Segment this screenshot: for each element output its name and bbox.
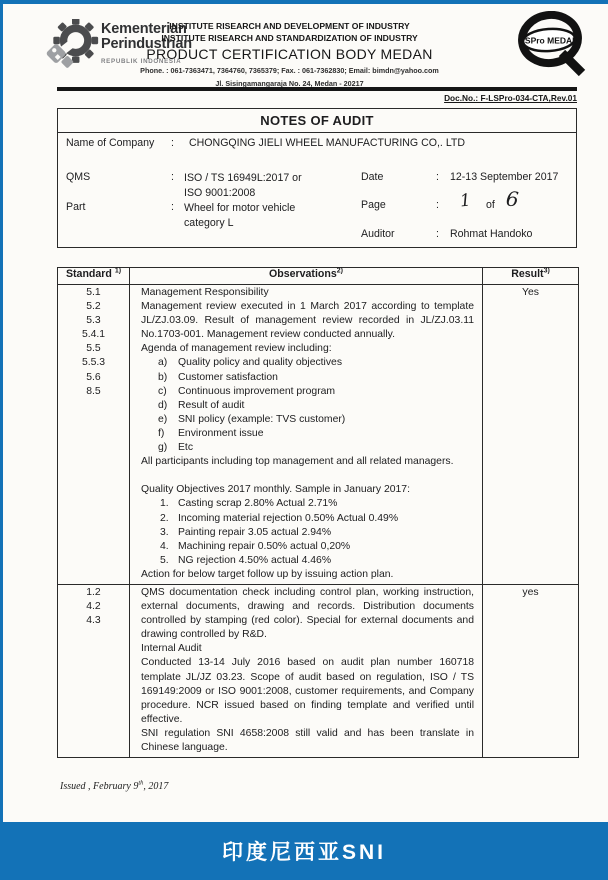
observation-list-item — [141, 427, 474, 441]
observations-cell — [130, 285, 483, 585]
list-marker: g) — [158, 442, 168, 454]
ministry-logo — [44, 19, 100, 75]
list-marker: c) — [158, 385, 167, 397]
table-row — [58, 285, 579, 585]
observations-cell — [130, 584, 483, 757]
colon: : — [436, 199, 439, 211]
standard-clause: 5.2 — [86, 301, 101, 313]
list-item-text: Customer satisfaction — [178, 371, 278, 383]
list-item-text: Quality policy and quality objectives — [178, 357, 343, 369]
institute-line1: INSTITUTE RISEARCH AND DEVELOPMENT OF INDUSTRY — [169, 21, 410, 31]
list-item-text: Painting repair 3.05 actual 2.94% — [178, 526, 332, 538]
list-item-text: SNI policy (example: TVS customer) — [178, 413, 346, 425]
list-marker: 2. — [160, 512, 169, 524]
standard-clause: 4.3 — [86, 615, 101, 627]
list-item-text: Environment issue — [178, 427, 264, 439]
observation-list-item — [141, 441, 474, 455]
colon: : — [171, 201, 174, 213]
list-marker: e) — [158, 413, 168, 425]
col-header-observations: Observations$^{2)}$ — [130, 268, 483, 285]
standard-cell — [58, 285, 130, 585]
result-cell: yes — [483, 584, 579, 757]
observation-list-item — [141, 399, 474, 413]
table-header-row — [58, 268, 579, 285]
standard-clause: 5.3 — [86, 315, 101, 327]
svg-text:LSPro MEDAN: LSPro MEDAN — [519, 35, 579, 46]
colon: : — [171, 171, 174, 183]
audit-form-box — [57, 108, 577, 248]
list-item-text: Incoming material rejection 0.50% Actual 0.49% — [178, 512, 399, 524]
page-title: NOTES OF AUDIT — [58, 109, 576, 133]
lspro-medan-logo — [512, 11, 596, 77]
result-cell: Yes — [483, 285, 579, 585]
observation-list-item — [141, 371, 474, 385]
blank-line — [141, 469, 474, 483]
auditor-label: Auditor — [361, 228, 395, 240]
standard-clause: 8.5 — [86, 385, 101, 397]
page-current-handwritten: 1 — [458, 190, 472, 212]
list-item-text: NG rejection 4.50% actual 4.46% — [178, 554, 332, 566]
observation-paragraph: Quality Objectives 2017 monthly. Sample in January 2017: — [141, 484, 410, 496]
list-marker: 3. — [160, 526, 169, 538]
list-marker: 1. — [160, 498, 169, 510]
list-marker: 5. — [160, 554, 169, 566]
page-total-handwritten: 6 — [505, 186, 520, 212]
list-marker: a) — [158, 357, 168, 369]
observation-list-item — [141, 356, 474, 370]
observation-paragraph: Management Responsibility — [141, 287, 269, 298]
standard-cell — [58, 584, 130, 757]
list-marker: b) — [158, 371, 168, 383]
ministry-line1: Kementerian — [101, 21, 187, 37]
list-marker: 4. — [160, 540, 169, 552]
list-item-text: Result of audit — [178, 399, 245, 411]
doc-number: Doc.No.: F-LSPro-034-CTA,Rev.01 — [444, 93, 577, 103]
contact-line: Phone. : 061-7363471, 7364760, 7365379; Fax. : 061-7362830; Email: bimdn@yahoo.com — [140, 66, 439, 75]
footer-banner — [0, 822, 608, 880]
colon: : — [436, 171, 439, 183]
qms-label: QMS — [66, 171, 91, 183]
gear-icon — [44, 19, 100, 75]
col-header-result: Result$^{3)}$ — [483, 268, 579, 285]
issued-date-line: Issued , February 9th, 2017 — [60, 779, 169, 792]
standard-clause: 5.5.3 — [81, 357, 106, 369]
ministry-line3: REPUBLIK INDONESIA — [101, 58, 182, 65]
certification-body-name: PRODUCT CERTIFICATION BODY MEDAN — [146, 46, 433, 62]
observation-paragraph: All participants including top management and all related managers. — [141, 456, 454, 468]
top-blue-bar — [0, 0, 608, 4]
observation-list-item — [141, 497, 474, 511]
list-item-text: Etc — [178, 442, 194, 454]
page-label: Page — [361, 199, 386, 211]
company-value: CHONGQING JIELI WHEEL MANUFACTURING CO,. LTD — [189, 137, 466, 149]
observation-paragraph: Management review executed in 1 March 2017 according to template JL/ZJ.03.09. Result of management review recorded in JL/ZJ.03.11 No.1703-001. Management review conducted annually. — [141, 301, 474, 341]
list-item-text: Continuous improvement program — [178, 385, 336, 397]
colon: : — [171, 137, 174, 149]
list-item-text: Casting scrap 2.80% Actual 2.71% — [178, 498, 338, 510]
auditor-value: Rohmat Handoko — [450, 228, 533, 240]
part-value: Wheel for motor vehicle category L — [184, 202, 296, 229]
observation-list-item — [141, 540, 474, 554]
list-marker: d) — [158, 399, 168, 411]
date-label: Date — [361, 171, 384, 183]
colon: : — [436, 228, 439, 240]
standard-clause: 5.5 — [86, 343, 101, 355]
address-line: Jl. Sisingamangaraja No. 24, Medan - 20217 — [215, 78, 364, 88]
header-rule — [57, 87, 577, 91]
part-label: Part — [66, 201, 86, 213]
observation-list-item — [141, 512, 474, 526]
observation-paragraph: Agenda of management review including: — [141, 343, 332, 355]
observation-paragraph: Internal Audit — [141, 643, 202, 655]
observation-paragraph: QMS documentation check including control plan, working instruction, external documents, drawing and records. Distribution documents controlled by stamping (red color). Special for external documents and drawing controlled by R&D. — [141, 586, 474, 641]
page-of: of — [486, 199, 495, 211]
col-header-standard: Standard $^{1)}$ — [58, 268, 130, 285]
standard-clause: 5.1 — [86, 287, 101, 298]
audit-table — [57, 267, 579, 758]
table-row — [58, 584, 579, 757]
date-value: 12-13 September 2017 — [450, 171, 559, 183]
list-item-text: Machining repair 0.50% actual 0,20% — [178, 540, 351, 552]
qms-value: ISO / TS 16949L:2017 or ISO 9001:2008 — [184, 172, 302, 199]
audit-table-body — [58, 285, 579, 758]
observation-list-item — [141, 413, 474, 427]
standard-clause: 5.4.1 — [81, 329, 106, 341]
list-marker: f) — [158, 427, 165, 439]
observation-list-item — [141, 385, 474, 399]
footer-banner-text: 印度尼西亚SNI — [221, 841, 386, 864]
standard-clause: 5.6 — [86, 371, 101, 383]
observation-paragraph: Conducted 13-14 July 2016 based on audit plan number 160718 template JL/JZ 03.23. Scope of audit based on regulation, ISO / TS 169149:2009 or ISO 9001:2008, customer requirements, and Company procedure. NCR issued based on finding template and verified until effective. — [141, 657, 474, 725]
observation-paragraph: Action for below target follow up by issuing action plan. — [141, 568, 394, 580]
ministry-line2: Perindustrian — [101, 36, 192, 52]
standard-clause: 4.2 — [86, 601, 101, 613]
company-label: Name of Company — [66, 137, 155, 149]
observation-list-item — [141, 554, 474, 568]
observation-paragraph: SNI regulation SNI 4658:2008 still valid and has been translate in Chinese language. — [141, 727, 474, 753]
left-blue-bar — [0, 0, 3, 822]
standard-clause: 1.2 — [86, 586, 101, 598]
lspro-q-icon — [512, 11, 596, 77]
observation-list-item — [141, 526, 474, 540]
institute-line2: INSTITUTE RISEARCH AND STANDARDIZATION OF INDUSTRY — [161, 32, 418, 43]
letterhead — [117, 21, 462, 88]
